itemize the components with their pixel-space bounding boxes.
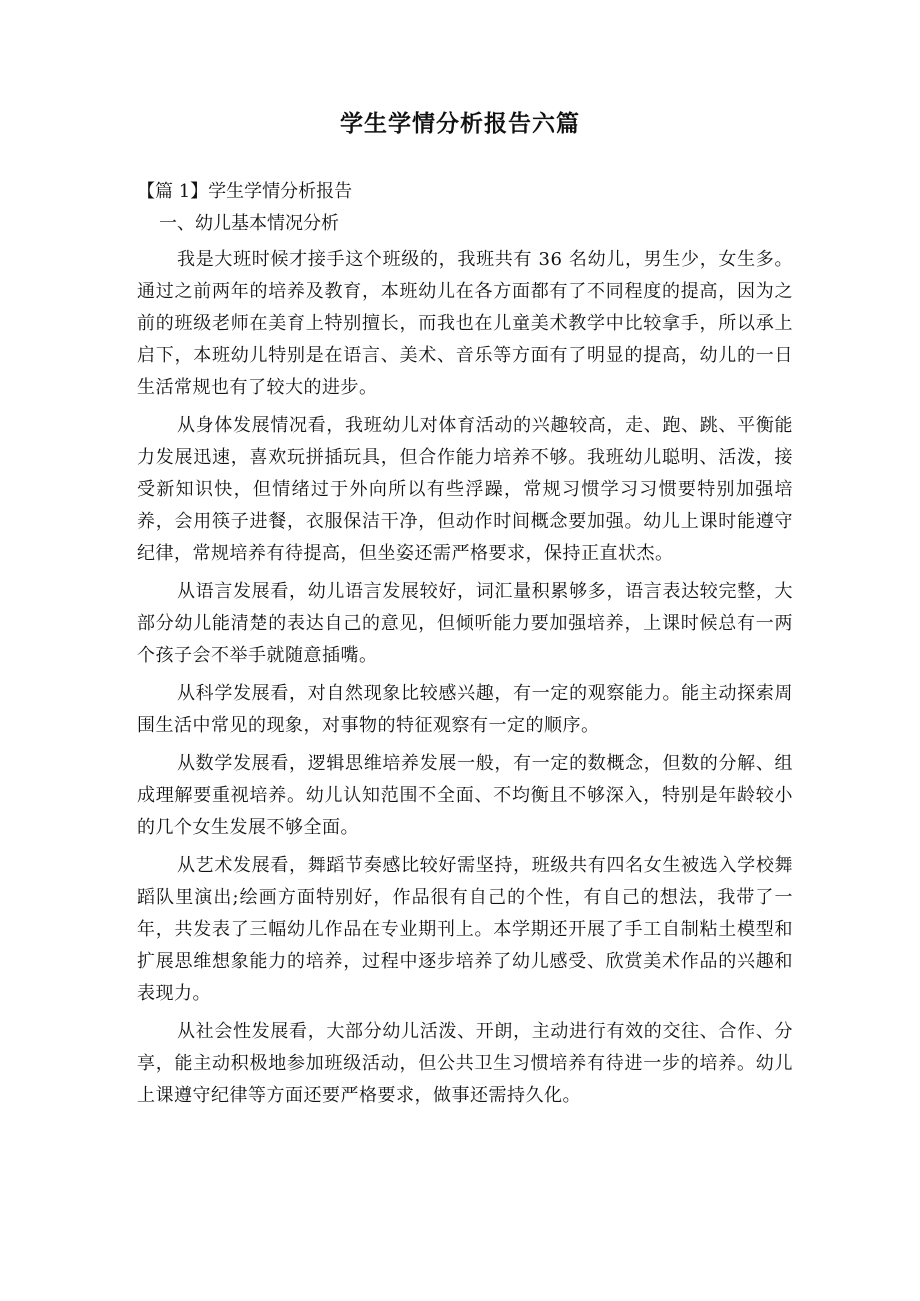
paragraph-art: 从艺术发展看，舞蹈节奏感比较好需坚持，班级共有四名女生被选入学校舞蹈队里演出;绘画方面特别好，作品很有自己的个性，有自己的想法，我带了一年，共发表了三幅幼儿作品在专业期刊上。本学期还开展了手工自制粘土模型和扩展思维想象能力的培养，过程中逐步培养了幼儿感受、欣赏美术作品的兴趣和表现力。 (137, 855, 793, 1004)
paragraph-science: 从科学发展看，对自然现象比较感兴趣，有一定的观察能力。能主动探索周围生活中常见的现象，对事物的特征观察有一定的顺序。 (137, 683, 793, 736)
paragraph-intro: 我是大班时候才接手这个班级的，我班共有 36 名幼儿，男生少，女生多。通过之前两年的培养及教育，本班幼儿在各方面都有了不同程度的提高，因为之前的班级老师在美育上特别擅长，而我也在儿童美术教学中比较拿手，所以承上启下，本班幼儿特别是在语言、美术、音乐等方面有了明显的提高，幼儿的一日生活常规也有了较大的进步。 (137, 249, 793, 398)
paragraph-physical: 从身体发展情况看，我班幼儿对体育活动的兴趣较高，走、跑、跳、平衡能力发展迅速，喜欢玩拼插玩具，但合作能力培养不够。我班幼儿聪明、活泼，接受新知识快，但情绪过于外向所以有些浮躁，常规习惯学习习惯要特别加强培养，会用筷子进餐，衣服保洁干净，但动作时间概念要加强。幼儿上课时能遵守纪律，常规培养有待提高，但坐姿还需严格要求，保持正直状杰。 (137, 415, 793, 564)
paragraph-math: 从数学发展看，逻辑思维培养发展一般，有一定的数概念，但数的分解、组成理解要重视培养。幼儿认知范围不全面、不均衡且不够深入，特别是年龄较小的几个女生发展不够全面。 (137, 753, 793, 838)
section-heading: 【篇 1】学生学情分析报告 (137, 181, 353, 202)
paragraph-language: 从语言发展看，幼儿语言发展较好，词汇量积累够多，语言表达较完整，大部分幼儿能清楚的表达自己的意见，但倾听能力要加强培养，上课时候总有一两个孩子会不举手就随意插嘴。 (137, 581, 793, 666)
subheading: 一、幼儿基本情况分析 (159, 213, 339, 234)
paragraph-social: 从社会性发展看，大部分幼儿活泼、开朗，主动进行有效的交往、合作、分享，能主动积极地参加班级活动，但公共卫生习惯培养有待进一步的培养。幼儿上课遵守纪律等方面还要严格要求，做事还需持久化。 (137, 1021, 793, 1106)
document-title: 学生学情分析报告六篇 (340, 111, 580, 137)
document-body (137, 176, 793, 1112)
